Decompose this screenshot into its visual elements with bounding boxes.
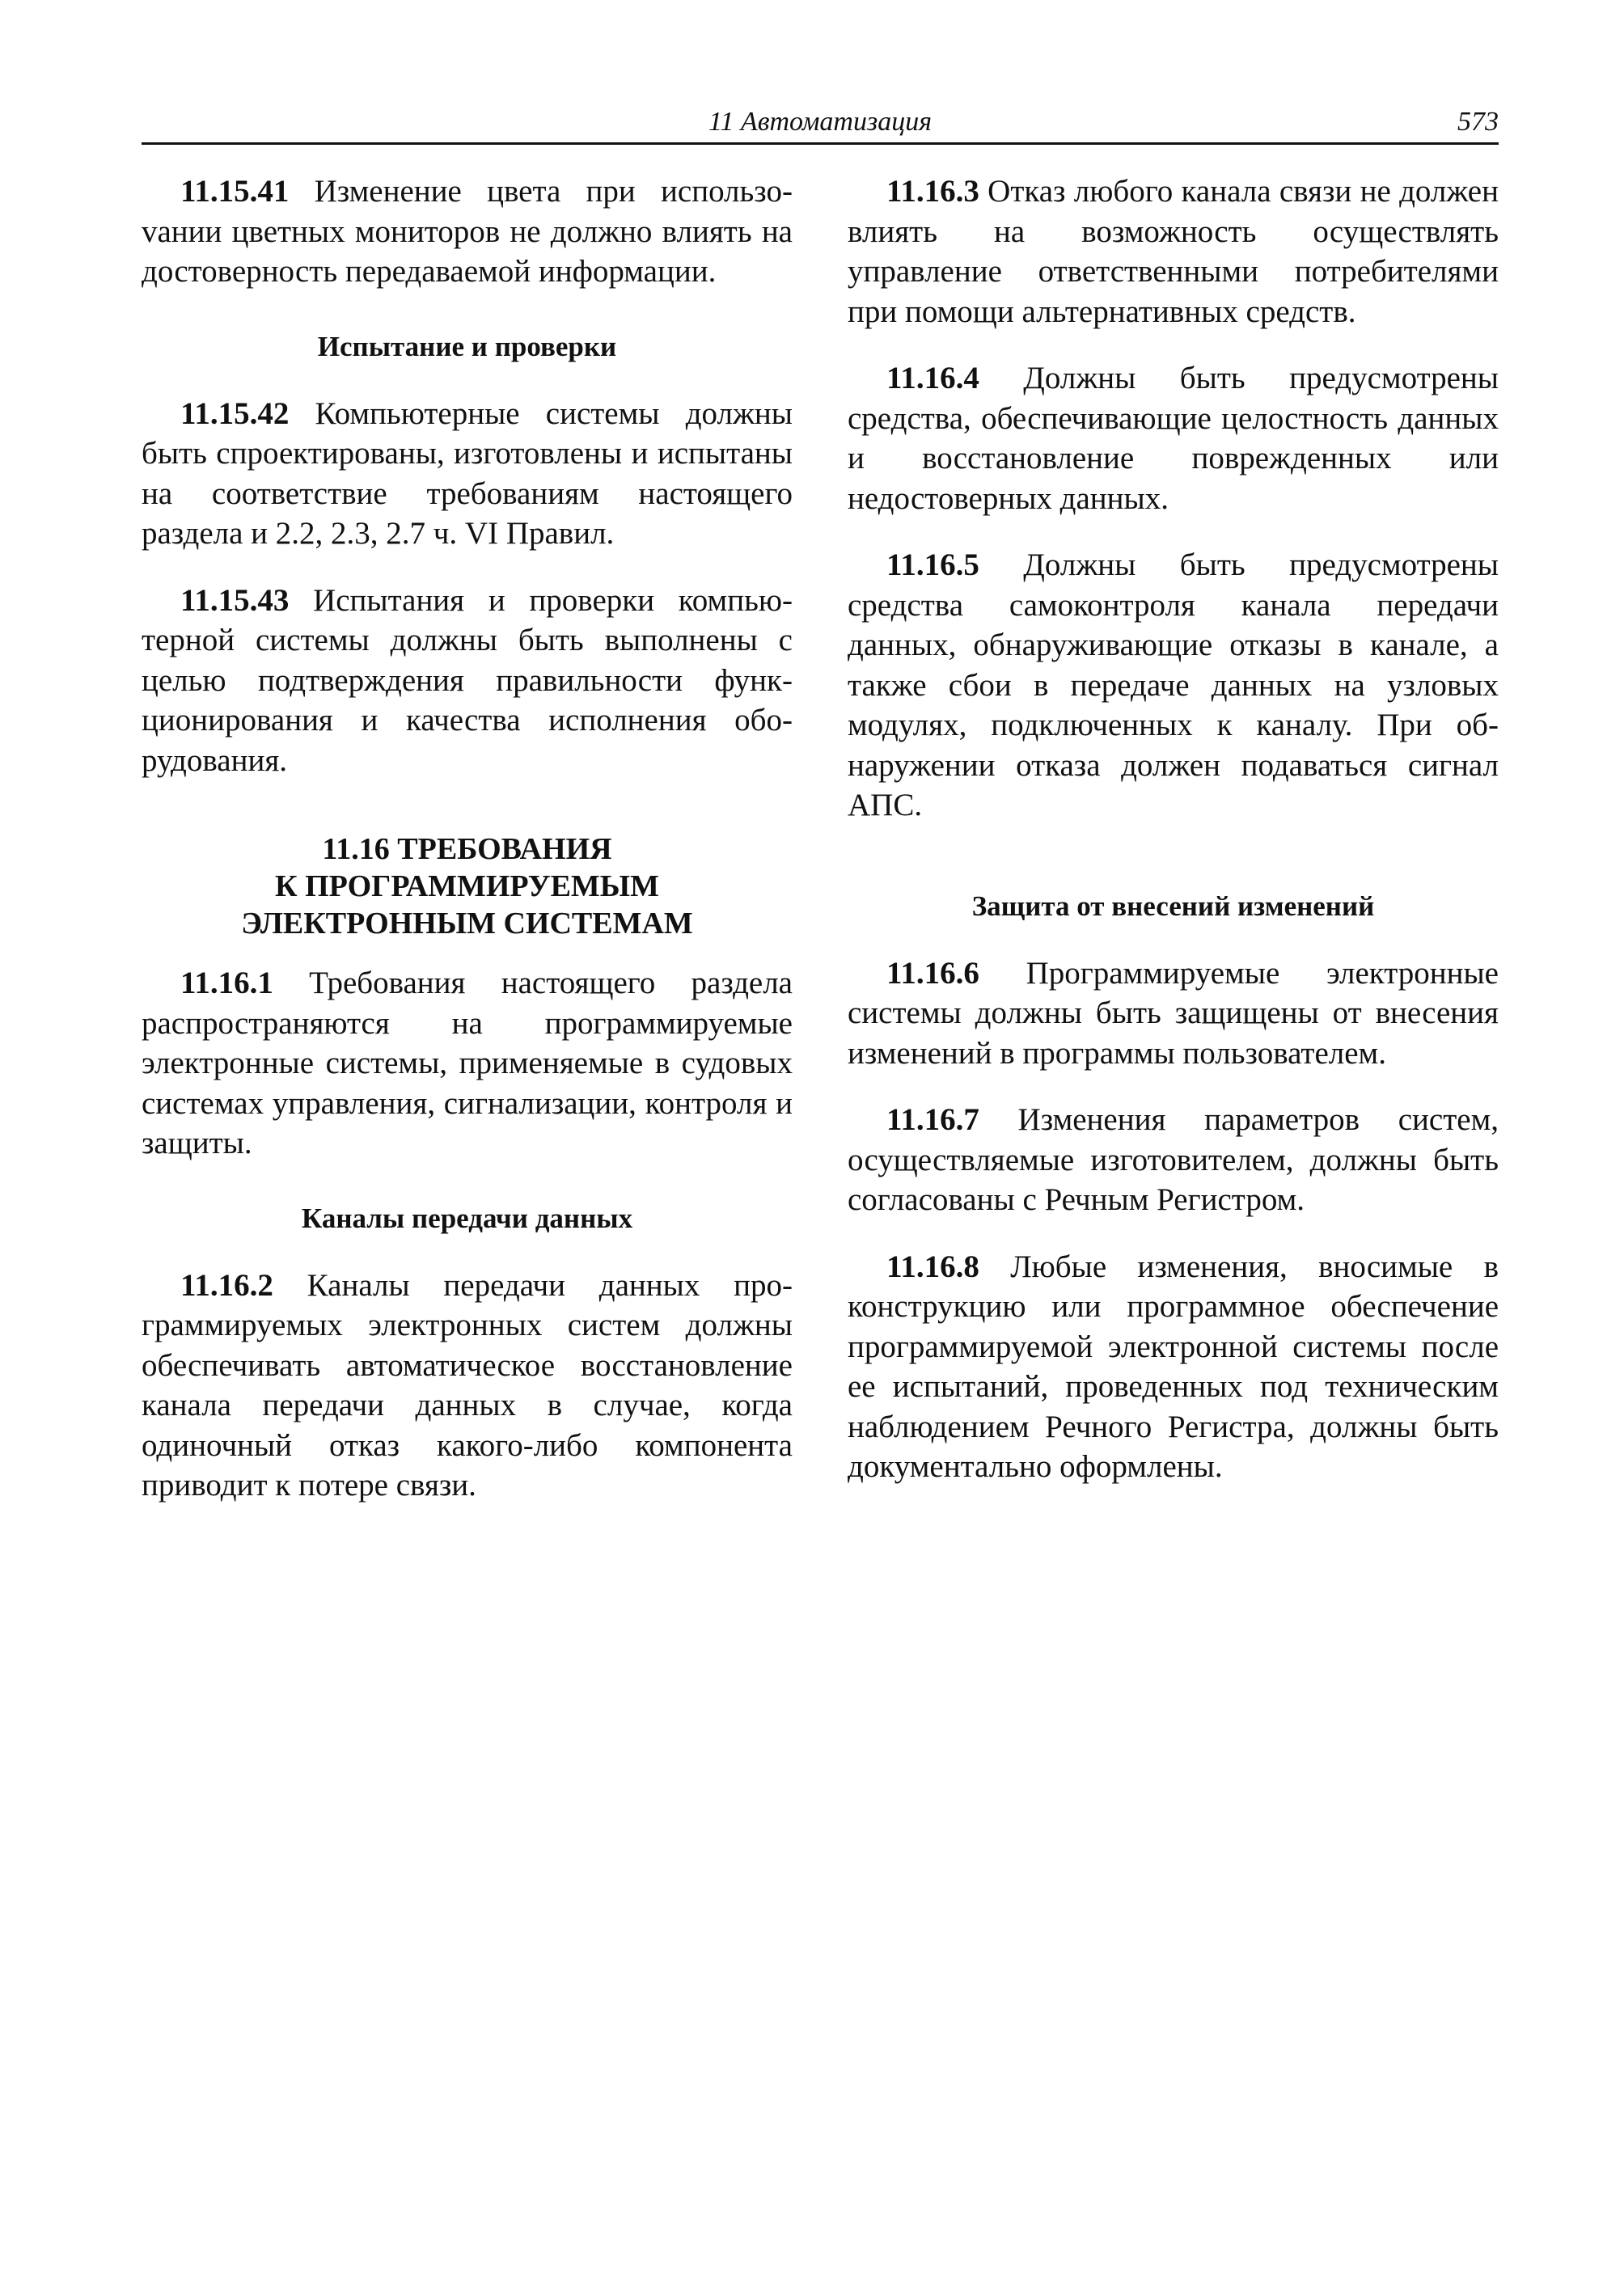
clause-text: Компьютерные системы должны быть спроектированы, изготовлены и испытаны на соответствие требованиям настоящего раздела и 2.2, 2.3, 2.7 ч. VI Правил. <box>142 395 793 551</box>
clause-text: Отказ любого канала связи не должен влиять на возможность осуществлять управление ответственными потребителями при помощи альтернативных средств. <box>848 174 1499 329</box>
clause-text: Каналы передачи данных программируемых электронных систем должны обеспечивать автоматическое восстановление канала передачи данных в случае, когда одиночный отказ какого-либо компонента приводит к потере связи. <box>142 1267 793 1503</box>
subheading-testing: Испытание и проверки <box>317 330 617 362</box>
clause-11-16-8 <box>848 1247 1499 1487</box>
left-column <box>142 171 793 1532</box>
clause-number: 11.15.43 <box>180 582 290 618</box>
clause-text: Изменение цвета при использоvании цветных мониторов не должно влиять на достоверность передаваемой информации. <box>142 174 793 289</box>
clause-number: 11.16.5 <box>886 547 979 582</box>
clause-11-16-2 <box>142 1266 793 1506</box>
page-number: 573 <box>1457 107 1499 137</box>
clause-text: Программируемые электронные системы должны быть защищены от внесения изменений в программы пользователем. <box>848 955 1499 1071</box>
running-title: 11 Автоматизация <box>708 107 933 137</box>
clause-number: 11.16.6 <box>886 955 979 991</box>
right-column <box>848 171 1499 1514</box>
clause-11-16-1 <box>142 963 793 1164</box>
section-title <box>142 831 793 942</box>
subheading-protection: Защита от внесений изменений <box>971 890 1375 922</box>
clause-text: Любые изменения, вносимые в конструкцию или программное обеспечение программируемой электронной системы после ее испытаний, проведенных под техническим наблюдением Речного Регистра, должны быть документально оформлены. <box>848 1249 1499 1484</box>
page-header <box>142 102 1499 145</box>
clause-11-16-7 <box>848 1100 1499 1220</box>
clause-11-16-4 <box>848 358 1499 518</box>
clause-11-16-3 <box>848 171 1499 332</box>
clause-text: Изменения параметров систем, осуществляемые изготовителем, должны быть согласованы с Речным Регистром. <box>848 1102 1499 1217</box>
clause-number: 11.16.7 <box>886 1102 979 1137</box>
clause-text: Должны быть предусмотрены средства самоконтроля канала передачи данных, обнаруживающие отказы в канале, а также сбои в передаче данных на узловых модулях, подключенных к каналу. При обнаружении отказа должен подаваться сигнал АПС. <box>848 547 1499 822</box>
section-title-line: ЭЛЕКТРОННЫМ СИСТЕМАМ <box>241 907 693 940</box>
clause-text: Требования настоящего раздела распространяются на программируемые электронные системы, применяемые в судовых системах управления, сигнализации, контроля и защиты. <box>142 966 793 1160</box>
clause-11-16-6 <box>848 953 1499 1074</box>
subheading-channels: Каналы передачи данных <box>301 1202 633 1234</box>
clause-number: 11.15.41 <box>180 174 290 209</box>
clause-number: 11.16.4 <box>886 361 979 395</box>
clause-11-15-41 <box>142 171 793 292</box>
clause-number: 11.16.2 <box>180 1267 273 1303</box>
clause-11-15-43 <box>142 581 793 781</box>
clause-11-15-42 <box>142 394 793 554</box>
clause-11-16-5 <box>848 545 1499 826</box>
clause-number: 11.15.42 <box>180 395 290 431</box>
clause-number: 11.16.3 <box>886 174 979 209</box>
clause-number: 11.16.8 <box>886 1249 979 1284</box>
clause-number: 11.16.1 <box>180 966 273 1000</box>
clause-text: Испытания и проверки компьютерной системы должны быть выполнены с целью подтверждения правильности функционирования и качества исполнения оборудования. <box>142 582 793 778</box>
clause-text: Должны быть предусмотрены средства, обеспечивающие целостность данных и восстановление поврежденных или недостоверных данных. <box>848 361 1499 516</box>
section-title-line: К ПРОГРАММИРУЕМЫМ <box>275 869 659 903</box>
section-title-line: 11.16 ТРЕБОВАНИЯ <box>322 832 612 866</box>
